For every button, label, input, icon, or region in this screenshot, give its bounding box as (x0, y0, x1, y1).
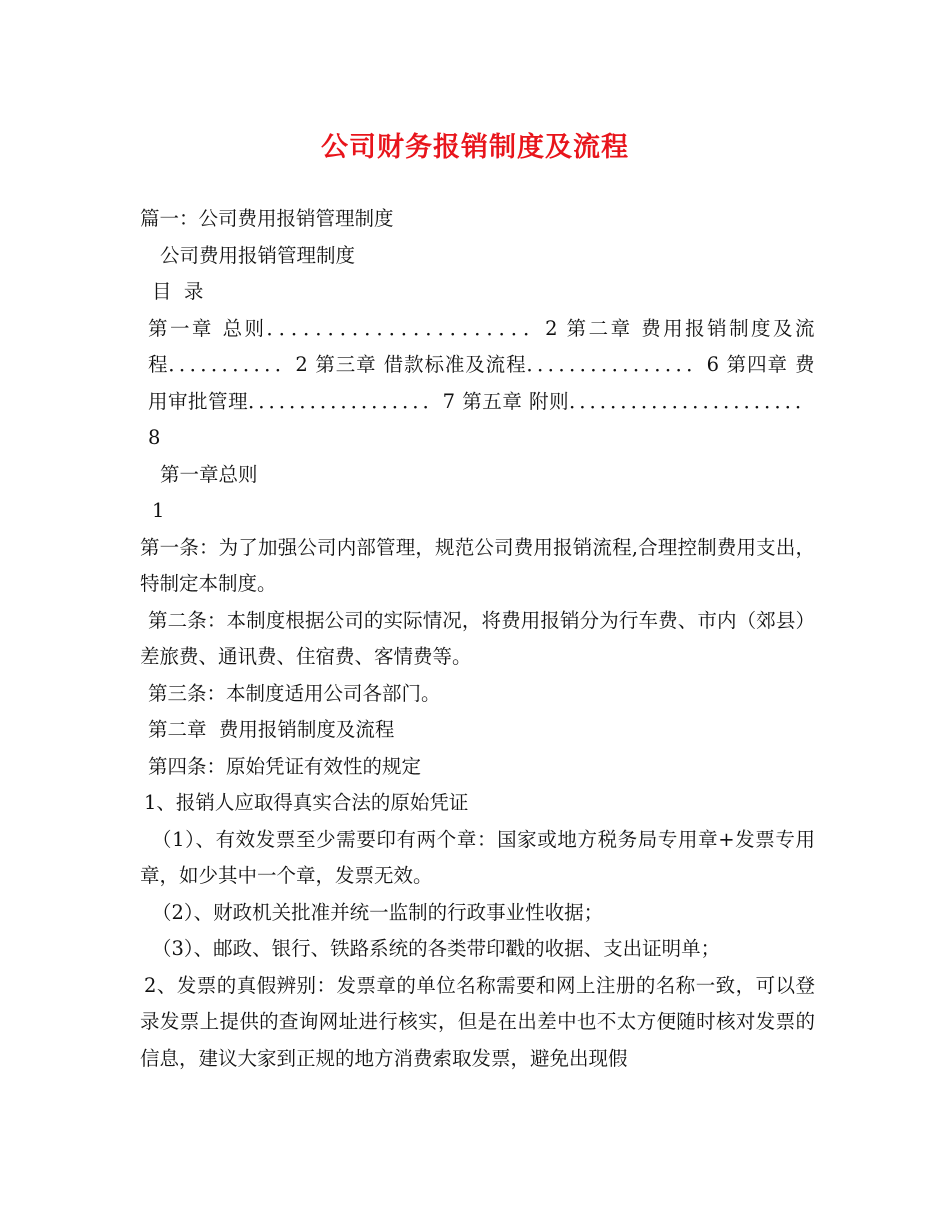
item-1-1: （1）、有效发票至少需要印有两个章：国家或地方税务局专用章+发票专用章，如少其中一个章，发票无效。 (140, 827, 815, 887)
article-2: 第二条：本制度根据公司的实际情况，将费用报销分为行车费、市内（郊县）差旅费、通讯费、住宿费、客情费等。 (140, 608, 815, 668)
article-1: 第一条：为了加强公司内部管理，规范公司费用报销流程,合理控制费用支出，特制定本制度。 (140, 535, 815, 595)
item-1-2: （2）、财政机关批准并统一监制的行政事业性收据； (152, 900, 604, 924)
item-1-3: （3）、邮政、银行、铁路系统的各类带印戳的收据、支出证明单； (152, 937, 721, 960)
chapter2-heading: 第二章 费用报销制度及流程 (148, 718, 395, 741)
table-of-contents: 第一章 总则．．．．．．．．．．．．．．．．．．．．．．2 第二章 费用报销制度及流程．．．．．．．．．．．2 第三章 借款标准及流程．．．．．．．．．．．．．．．．6 第四章 费用审批管理．．．．．．．．．．．．．．．．．．7 第五章 附则．．．．．．．．．．．．．．．．．．．．．．．8 (148, 316, 815, 449)
item-1: 1、报销人应取得真实合法的原始凭证 (144, 791, 469, 814)
article-4: 第四条：原始凭证有效性的规定 (148, 754, 422, 778)
chapter1-heading: 第一章总则 (160, 462, 258, 486)
document-title: 公司财务报销制度及流程 (321, 132, 629, 163)
article-3: 第三条：本制度适用公司各部门。 (148, 681, 441, 705)
page-marker: 1 (152, 499, 165, 522)
sub-title: 公司费用报销管理制度 (160, 243, 356, 267)
item-2: 2、发票的真假辨别：发票章的单位名称需要和网上注册的名称一致，可以登录发票上提供的查询网址进行核实，但是在出差中也不太方便随时核对发票的信息，建议大家到正规的地方消费索取发票，避免出现假 (140, 973, 815, 1070)
piece-heading: 篇一：公司费用报销管理制度 (140, 207, 394, 230)
document-body (140, 201, 815, 1077)
toc-heading: 目 录 (152, 280, 204, 303)
